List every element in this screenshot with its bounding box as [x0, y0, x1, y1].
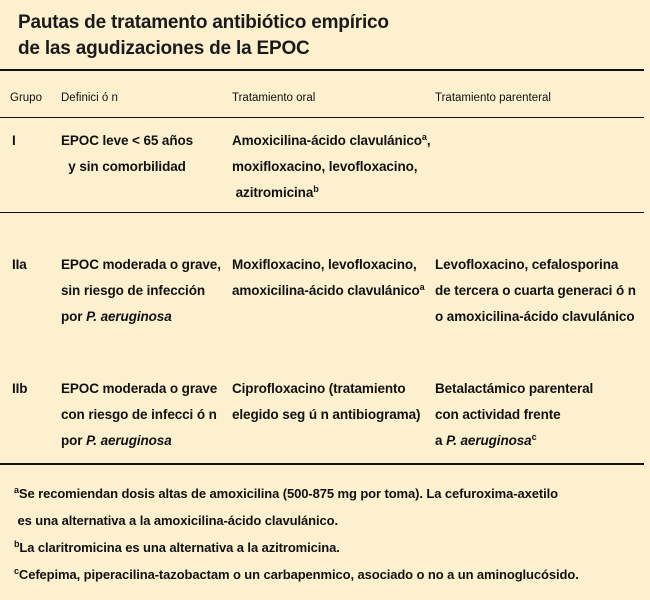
footnote-mark-a: a — [14, 485, 19, 495]
footnote-b — [14, 535, 340, 561]
row-2-definicion-organism: P. aeruginosa — [86, 309, 172, 324]
row-1-oral-line — [232, 128, 430, 154]
row-3-parenteral-text: a — [435, 433, 447, 448]
row-2-grupo: IIa — [12, 257, 27, 272]
title-rule — [0, 69, 644, 71]
row-1-rule — [0, 212, 644, 213]
row-3-definicion — [61, 376, 217, 454]
footnote-b-text: La claritromicina es una alternativa a la azitromicina. — [19, 540, 340, 555]
row-2-definicion-line: sin riesgo de infección — [61, 283, 205, 298]
table-title-line-1: Pautas de tratamento antibiótico empírico — [18, 12, 389, 33]
row-2-definicion — [61, 252, 221, 330]
row-3-parenteral — [435, 376, 593, 454]
header-parenteral: Tratamiento parenteral — [435, 92, 551, 104]
row-3-definicion-line — [61, 428, 217, 454]
row-3-grupo: IIb — [12, 381, 28, 396]
footnote-c-text: Cefepima, piperacilina-tazobactam o un carbapenmico, asociado o no a un aminoglucósido. — [18, 567, 579, 582]
row-1-definicion — [61, 128, 193, 180]
row-2-parenteral-line: de tercera o cuarta generaci ó n — [435, 283, 636, 298]
row-2-parenteral-line: o amoxicilina-ácido clavulánico — [435, 309, 635, 324]
header-definicion: Definici ó n — [61, 92, 118, 104]
table-title — [18, 10, 389, 62]
row-1-grupo: I — [12, 133, 16, 148]
footnote-ref-c: c — [531, 432, 537, 442]
row-3-definicion-organism: P. aeruginosa — [86, 433, 172, 448]
row-3-definicion-line: con riesgo de infecci ó n — [61, 407, 217, 422]
row-2-parenteral — [435, 252, 636, 330]
row-3-oral-line: elegido seg ú n antibiograma) — [232, 407, 421, 422]
row-1-definicion-line: EPOC leve < 65 años — [61, 133, 194, 148]
row-3-definicion-line: EPOC moderada o grave — [61, 381, 218, 396]
row-2-oral — [232, 252, 425, 304]
row-1-oral-line: moxifloxacino, levofloxacino, — [232, 159, 418, 174]
table-bottom-rule — [0, 463, 644, 465]
header-grupo: Grupo — [10, 92, 42, 104]
row-2-definicion-line: EPOC moderada o grave, — [61, 257, 221, 272]
footnote-c — [14, 562, 579, 588]
footnote-a-continued: es una alternativa a la amoxicilina-ácido clavulánico. — [14, 513, 338, 528]
row-3-parenteral-organism: P. aeruginosa — [446, 433, 532, 448]
footnote-a — [14, 481, 558, 507]
row-1-oral-text: Amoxicilina-ácido clavulánico — [232, 133, 422, 148]
row-1-oral-tail: , — [426, 133, 431, 148]
row-3-oral-line: Ciprofloxacino (tratamiento — [232, 381, 406, 396]
header-oral: Tratamiento oral — [232, 92, 316, 104]
footnote-ref-a: a — [419, 282, 425, 292]
row-2-oral-line — [232, 278, 425, 304]
footnote-mark-b: b — [14, 539, 20, 549]
row-2-definicion-line — [61, 304, 221, 330]
footnote-mark-c: c — [14, 566, 19, 576]
row-3-parenteral-line: Betalactámico parenteral — [435, 381, 594, 396]
row-1-oral-text: azitromicina — [232, 185, 314, 200]
row-2-oral-line: Moxifloxacino, levofloxacino, — [232, 257, 417, 272]
footnote-ref-b: b — [313, 184, 319, 194]
row-1-definicion-line: y sin comorbilidad — [61, 159, 186, 174]
row-3-definicion-text: por — [61, 433, 87, 448]
row-3-oral — [232, 376, 420, 428]
footnote-a-text: Se recomiendan dosis altas de amoxicilina (500-875 mg por toma). La cefuroxima-axetilo — [18, 486, 558, 501]
row-2-definicion-text: por — [61, 309, 87, 324]
row-3-parenteral-line: con actividad frente — [435, 407, 561, 422]
row-3-parenteral-line — [435, 428, 593, 454]
row-2-parenteral-line: Levofloxacino, cefalosporina — [435, 257, 619, 272]
row-2-oral-text: amoxicilina-ácido clavulánico — [232, 283, 420, 298]
row-1-oral — [232, 128, 430, 206]
row-1-oral-line — [232, 180, 430, 206]
header-rule — [0, 117, 644, 118]
footnote-ref-a: a — [421, 132, 427, 142]
table-title-line-2: de las agudizaciones de la EPOC — [18, 38, 310, 59]
